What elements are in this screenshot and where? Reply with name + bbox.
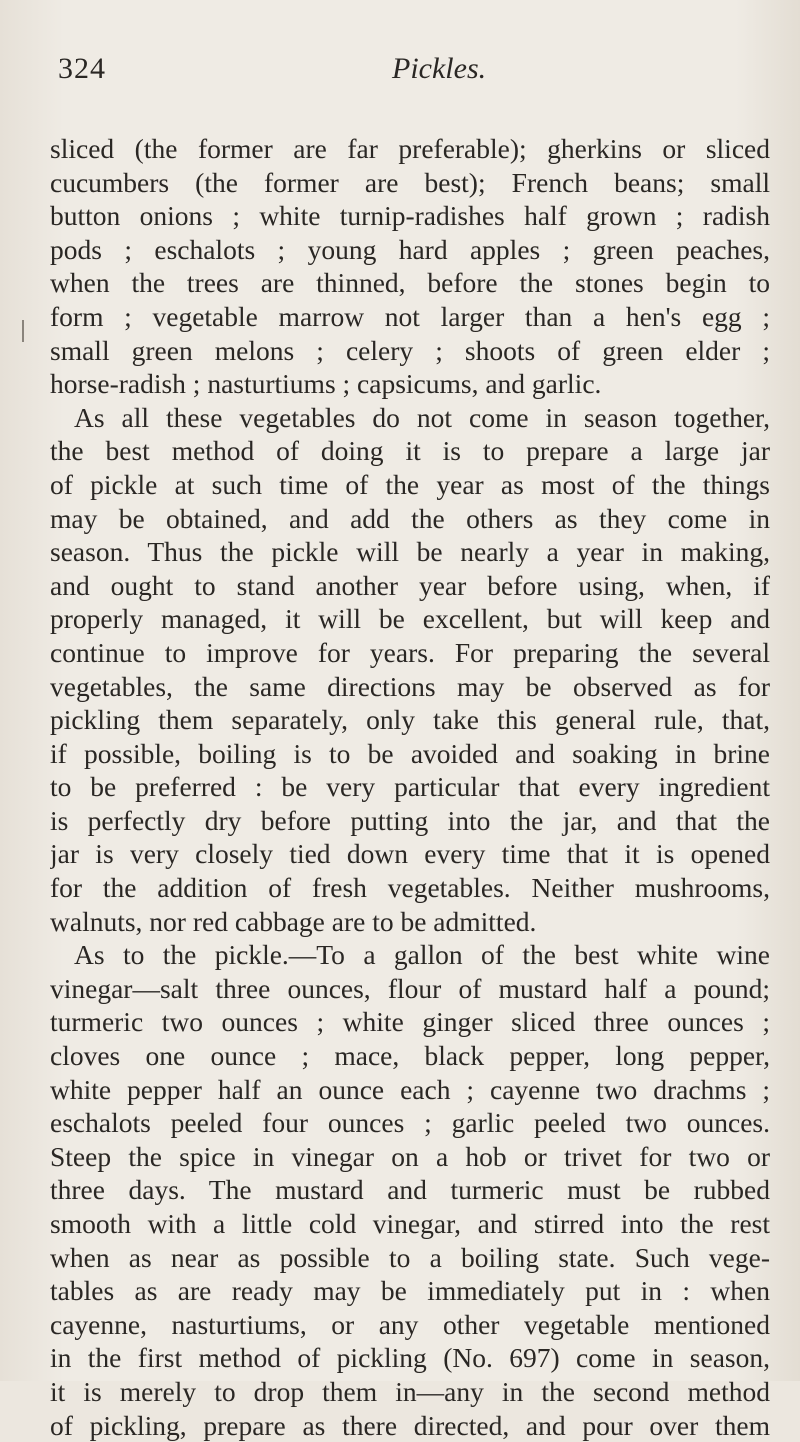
- text-line: in the first method of pickling (No. 697) come in season,: [50, 1342, 770, 1374]
- text-line: pods ; eschalots ; young hard apples ; green peaches,: [50, 233, 770, 265]
- text-line: small green melons ; celery ; shoots of green elder ;: [50, 334, 770, 366]
- text-line: sliced (the former are far preferable); gherkins or sliced: [50, 133, 770, 164]
- text-line: cloves one ounce ; mace, black pepper, long pepper,: [50, 1040, 770, 1072]
- text-line: smooth with a little cold vinegar, and stirred into the rest: [50, 1208, 770, 1239]
- text-line: eschalots peeled four ounces ; garlic peeled two ounces.: [50, 1107, 770, 1139]
- running-title: Pickles.: [392, 52, 487, 85]
- text-line: of pickling, prepare as there directed, and pour over them: [50, 1409, 770, 1441]
- text-line: when as near as possible to a boiling state. Such vege-: [50, 1241, 770, 1273]
- text-line: Steep the spice in vinegar on a hob or trivet for two or: [50, 1140, 770, 1172]
- text-line: for the addition of fresh vegetables. Neither mushrooms,: [50, 872, 770, 904]
- text-line: form ; vegetable marrow not larger than a hen's egg ;: [50, 300, 770, 332]
- text-line: vinegar—salt three ounces, flour of mustard half a pound;: [50, 972, 770, 1004]
- text-line: cucumbers (the former are best); French beans; small: [50, 166, 770, 198]
- text-line: is perfectly dry before putting into the jar, and that the: [50, 804, 770, 836]
- text-line: tables as are ready may be immediately put in : when: [50, 1275, 770, 1307]
- page-number: 324: [58, 52, 106, 85]
- text-line: button onions ; white turnip-radishes half grown ; radish: [50, 200, 770, 232]
- text-line: the best method of doing it is to prepare a large jar: [50, 435, 770, 467]
- running-head: [50, 52, 770, 96]
- text-line: cayenne, nasturtiums, or any other vegetable mentioned: [50, 1308, 770, 1340]
- margin-mark: [22, 320, 24, 342]
- text-line: season. Thus the pickle will be nearly a year in making,: [50, 536, 770, 568]
- text-line: As to the pickle.—To a gallon of the best white wine: [74, 939, 770, 971]
- text-line: it is merely to drop them in—any in the second method: [50, 1375, 770, 1407]
- body-text: [50, 132, 770, 1442]
- text-line: three days. The mustard and turmeric must be rubbed: [50, 1174, 770, 1206]
- text-line: As all these vegetables do not come in season together,: [74, 401, 770, 433]
- text-line: if possible, boiling is to be avoided and soaking in brine: [50, 737, 770, 769]
- text-line: of pickle at such time of the year as most of the things: [50, 468, 770, 500]
- text-line: properly managed, it will be excellent, but will keep and: [50, 603, 770, 635]
- text-line: jar is very closely tied down every time that it is opened: [50, 838, 770, 870]
- text-line: walnuts, nor red cabbage are to be admitted.: [50, 905, 537, 937]
- text-line: white pepper half an ounce each ; cayenne two drachms ;: [50, 1073, 770, 1105]
- text-line: continue to improve for years. For preparing the several: [50, 636, 770, 668]
- text-line: may be obtained, and add the others as they come in: [50, 502, 770, 534]
- text-line: turmeric two ounces ; white ginger sliced three ounces ;: [50, 1006, 770, 1038]
- text-line: vegetables, the same directions may be observed as for: [50, 670, 770, 702]
- text-line: and ought to stand another year before using, when, if: [50, 569, 770, 601]
- text-line: horse-radish ; nasturtiums ; capsicums, and garlic.: [50, 368, 602, 400]
- text-line: pickling them separately, only take this general rule, that,: [50, 704, 770, 736]
- text-line: to be preferred : be very particular that every ingredient: [50, 771, 770, 803]
- text-line: when the trees are thinned, before the stones begin to: [50, 267, 770, 299]
